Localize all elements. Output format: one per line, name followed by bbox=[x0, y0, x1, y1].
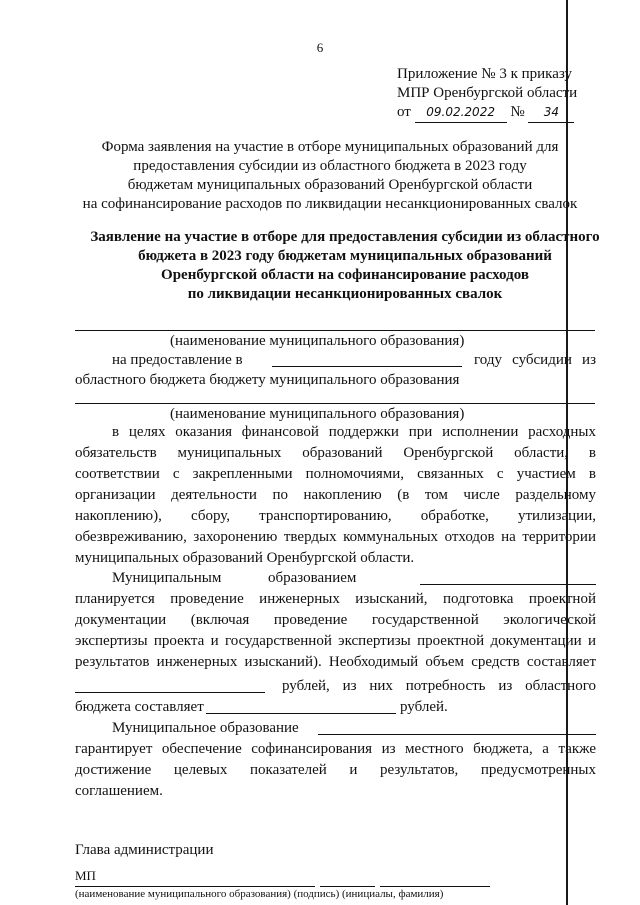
form-title-line: бюджетам муниципальных образований Оренбургской области bbox=[127, 177, 533, 193]
total-amount-field[interactable] bbox=[75, 692, 265, 693]
municipal-word-1: Муниципальным bbox=[112, 570, 222, 586]
signature-name-field[interactable] bbox=[380, 886, 490, 887]
request-suffix: году субсидии из bbox=[474, 352, 596, 368]
rub-line-mid: рублей, из них потребность из областного bbox=[282, 678, 596, 694]
signature-municipality-field[interactable] bbox=[75, 886, 315, 887]
year-field[interactable] bbox=[272, 366, 462, 367]
budget-prefix: бюджета составляет bbox=[75, 699, 204, 715]
appendix-date-row bbox=[397, 103, 577, 123]
application-title-line: бюджета в 2023 году бюджетам муниципальных образований bbox=[138, 248, 552, 264]
paragraph-1-line: в целях оказания финансовой поддержки при исполнении расходных bbox=[112, 424, 596, 440]
application-title-line: Оренбургской области на софинансирование расходов bbox=[161, 267, 529, 283]
signature-caption: (наименование муниципального образования) (подпись) (инициалы, фамилия) bbox=[75, 888, 444, 900]
paragraph-2-line: планируется проведение инженерных изысканий, подготовка проектной bbox=[75, 591, 596, 607]
municipal-word-2: образованием bbox=[268, 570, 357, 586]
field-caption-2: (наименование муниципального образования) bbox=[170, 406, 465, 422]
appendix-line-2: МПР Оренбургской области bbox=[397, 85, 578, 101]
paragraph-1-line: организации деятельности по накоплению (в том числе раздельному bbox=[75, 487, 596, 503]
municipality-name-field-4[interactable] bbox=[318, 734, 596, 735]
signature-field[interactable] bbox=[320, 886, 375, 887]
request-line-2: областного бюджета бюджету муниципального образования bbox=[75, 372, 460, 388]
form-title-line: Форма заявления на участие в отборе муниципальных образований для bbox=[101, 139, 559, 155]
paragraph-1-line: соответствии с закрепленными полномочиями, связанных с участием в bbox=[75, 466, 596, 482]
date-prefix: от bbox=[397, 104, 411, 120]
appendix-line-1: Приложение № 3 к приказу bbox=[397, 66, 572, 82]
paragraph-2-line: документации (включая проведение государственной экологической bbox=[75, 612, 596, 628]
field-caption-1: (наименование муниципального образования) bbox=[170, 333, 465, 349]
guarantee-prefix: Муниципальное образование bbox=[112, 720, 299, 736]
form-title bbox=[50, 138, 610, 214]
request-prefix: на предоставление в bbox=[112, 352, 243, 368]
page-number: 6 bbox=[316, 40, 324, 55]
paragraph-1-line: обязательств муниципальных образований Оренбургской области, в bbox=[75, 445, 596, 461]
handwritten-number: 34 bbox=[528, 103, 574, 123]
paragraph-1-line: накоплению), сбору, транспортированию, обработке, утилизации, bbox=[75, 508, 596, 524]
stamp-label: МП bbox=[75, 868, 96, 883]
handwritten-date: 09.02.2022 bbox=[415, 103, 507, 123]
form-title-line: предоставления субсидии из областного бюджета в 2023 году bbox=[133, 158, 527, 174]
paragraph-2-line: результатов инженерных изысканий). Необходимый объем средств составляет bbox=[75, 654, 596, 670]
signature-head: Глава администрации bbox=[75, 842, 214, 858]
appendix-block bbox=[397, 65, 577, 123]
form-title-line: на софинансирование расходов по ликвидации несанкционированных свалок bbox=[82, 196, 578, 212]
budget-suffix: рублей. bbox=[400, 699, 448, 715]
number-prefix: № bbox=[510, 104, 525, 120]
paragraph-1-line: обезвреживанию, захоронению твердых коммунальных отходов на территории bbox=[75, 529, 596, 545]
paragraph-3-line: достижение целевых показателей и результатов, предусмотренных bbox=[75, 762, 596, 778]
paragraph-2-line: экспертизы проекта и государственной экспертизы проектной документации и bbox=[75, 633, 596, 649]
application-title-line: по ликвидации несанкционированных свалок bbox=[187, 286, 503, 302]
application-title-line: Заявление на участие в отборе для предоставления субсидии из областного bbox=[90, 229, 600, 245]
application-title bbox=[50, 228, 640, 304]
regional-budget-amount-field[interactable] bbox=[206, 713, 396, 714]
paragraph-3-line: гарантирует обеспечение софинансирования из местного бюджета, а также bbox=[75, 741, 596, 757]
paragraph-3-line: соглашением. bbox=[75, 783, 163, 799]
municipality-name-field-3[interactable] bbox=[420, 584, 596, 585]
paragraph-1-line: муниципальных образований Оренбургской области. bbox=[75, 550, 415, 566]
